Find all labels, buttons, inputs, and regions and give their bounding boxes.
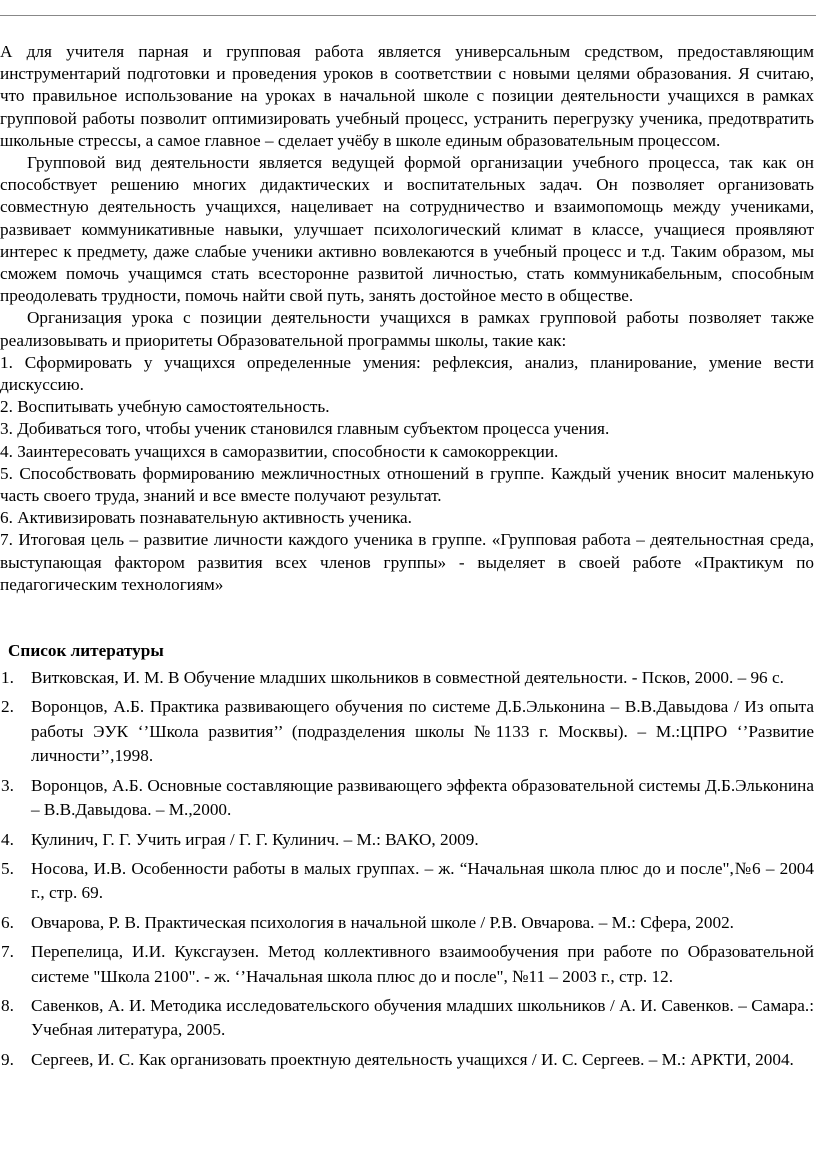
literature-item-text: Витковская, И. М. В Обучение младших школьников в совместной деятельности. - Псков, 2000. – 96 с. <box>31 668 784 688</box>
literature-heading: Список литературы <box>8 641 164 661</box>
literature-item-number: 7. <box>1 942 14 962</box>
priority-item-6: 6. Активизировать познавательную активность ученика. <box>0 508 412 528</box>
literature-item-number: 1. <box>1 668 14 688</box>
literature-item-text: Савенков, А. И. Методика исследовательского обучения младших школьников / А. И. Савенков. – Самара.: Учебная литература, 2005. <box>31 995 814 1040</box>
priority-item-4: 4. Заинтересовать учащихся в саморазвитии, способности к самокоррекции. <box>0 441 559 461</box>
page-top-rule <box>0 15 816 16</box>
literature-item-text: Воронцов, А.Б. Основные составляющие развивающего эффекта образовательной системы Д.Б.Эльконина – В.В.Давыдова. – М.,2000. <box>31 775 814 820</box>
literature-item-number: 4. <box>1 829 14 849</box>
priority-item-5: 5. Способствовать формированию межличностных отношений в группе. Каждый ученик вносит маленькую часть своего труда, знаний и все вместе получают результат. <box>0 463 814 506</box>
literature-list <box>0 666 816 1072</box>
literature-item <box>0 994 816 1043</box>
literature-item-text: Овчарова, Р. В. Практическая психология в начальной школе / Р.В. Овчарова. – М.: Сфера, 2002. <box>31 912 734 932</box>
literature-item <box>0 1048 816 1072</box>
paragraph-priorities: Организация урока с позиции деятельности учащихся в рамках групповой работы позволяет также реализовывать и приоритеты Образовательной программы школы, такие как: <box>0 308 814 350</box>
literature-item <box>0 666 816 690</box>
literature-item-text: Воронцов, А.Б. Практика развивающего обучения по системе Д.Б.Эльконина – В.В.Давыдова / Из опыта работы ЭУК ‘’Школа развития’’ (подразделения школы №1133 г. Москвы). – М.:ЦПРО ‘’Развитие личности’’,1998. <box>31 697 814 766</box>
paragraph-group-activity: Групповой вид деятельности является ведущей формой организации учебного процесса, так как он способствует решению многих дидактических и воспитательных задач. Он позволяет организовать совместную деятельность учащихся, нацеливает на сотрудничество и взаимопомощь между учениками, развивает коммуникативные навыки, улучшает психологический климат в классе, учащиеся проявляют интерес к предмету, даже слабые ученики активно вовлекаются в учебный процесс и т.д. Таким образом, мы сможем помочь учащимся стать всесторонне развитой личностью, стать коммуникабельным, способным преодолевать трудности, помочь найти свой путь, занять достойное место в обществе. <box>0 153 814 306</box>
priority-item-1: 1. Сформировать у учащихся определенные умения: рефлексия, анализ, планирование, умение вести дискуссию. <box>0 352 814 395</box>
literature-item-number: 8. <box>1 995 14 1015</box>
literature-item <box>0 857 816 906</box>
literature-item <box>0 828 816 852</box>
literature-item-text: Сергеев, И. С. Как организовать проектную деятельность учащихся / И. С. Сергеев. – М.: АРКТИ, 2004. <box>31 1049 794 1069</box>
literature-item-number: 9. <box>1 1049 14 1069</box>
priority-item-7: 7. Итоговая цель – развитие личности каждого ученика в группе. «Групповая работа – деятельностная среда, выступающая фактором развития всех членов группы» - выделяет в своей работе «Практикум по педагогическим технологиям» <box>0 530 814 594</box>
literature-item-text: Носова, И.В. Особенности работы в малых группах. – ж. “Начальная школа плюс до и после",№6 – 2004 г., стр. 69. <box>31 858 814 903</box>
literature-item-text: Перепелица, И.И. Куксгаузен. Метод коллективного взаимообучения при работе по Образовательной системе "Школа 2100". - ж. ‘’Начальная школа плюс до и после", №11 – 2003 г., стр. 12. <box>31 942 814 986</box>
literature-item-number: 6. <box>1 912 14 932</box>
literature-item-text: Кулинич, Г. Г. Учить играя / Г. Г. Кулинич. – М.: ВАКО, 2009. <box>31 829 479 849</box>
paragraph-intro: А для учителя парная и групповая работа является универсальным средством, предоставляющим инструментарий подготовки и проведения уроков в соответствии с новыми целями образования. Я считаю, что правильное использование на уроках в начальной школе с позиции деятельности учащихся в рамках групповой работы позволит оптимизировать учебный процесс, устранить перегрузку ученика, предотвратить школьные стрессы, а самое главное – сделает учёбу в школе единым образовательным процессом. <box>0 42 814 150</box>
priority-item-3: 3. Добиваться того, чтобы ученик становился главным субъектом процесса учения. <box>0 419 610 439</box>
priority-item-2: 2. Воспитывать учебную самостоятельность. <box>0 397 330 417</box>
literature-item <box>0 940 816 989</box>
literature-item-number: 2. <box>1 697 14 717</box>
literature-item-number: 3. <box>1 775 14 795</box>
document-page <box>0 41 816 1077</box>
literature-item <box>0 774 816 823</box>
literature-item <box>0 695 816 768</box>
literature-item <box>0 911 816 935</box>
literature-item-number: 5. <box>1 858 14 878</box>
section-spacer <box>0 596 816 640</box>
